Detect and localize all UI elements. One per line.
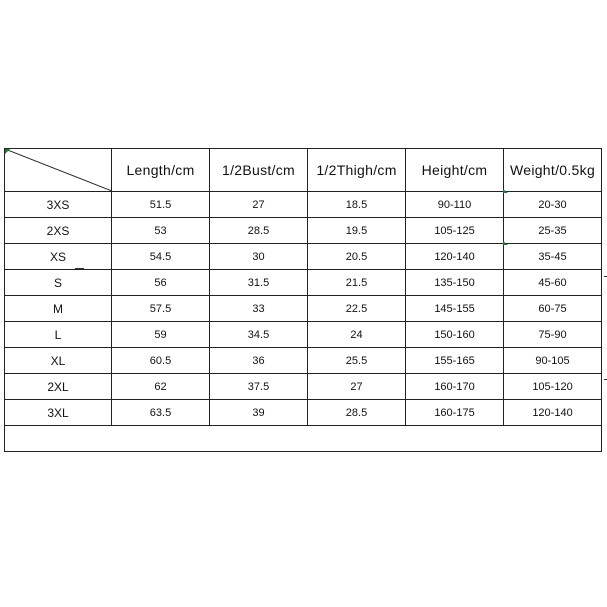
- cell-height: 120-140: [406, 244, 504, 270]
- cell-height: 160-175: [406, 400, 504, 426]
- cell-thigh: 24: [308, 322, 406, 348]
- cell-size: 2XS: [5, 218, 112, 244]
- cell-bust: 27: [210, 192, 308, 218]
- cell-bust: 31.5: [210, 270, 308, 296]
- cell-size: 2XL: [5, 374, 112, 400]
- corner-cell: [5, 149, 112, 192]
- cell-bust: 37.5: [210, 374, 308, 400]
- cell-length: 51.5: [112, 192, 210, 218]
- cell-thigh: 19.5: [308, 218, 406, 244]
- cell-height: 160-170: [406, 374, 504, 400]
- cell-size: 3XL: [5, 400, 112, 426]
- cell-size: XL: [5, 348, 112, 374]
- cell-weight: 120-140: [504, 400, 602, 426]
- cell-bust: 30: [210, 244, 308, 270]
- cell-size: L: [5, 322, 112, 348]
- cell-weight: 90-105: [504, 348, 602, 374]
- cell-length: 56: [112, 270, 210, 296]
- table-row: [5, 322, 602, 348]
- stray-dash: [75, 268, 84, 269]
- cell-weight: 45-60: [504, 270, 602, 296]
- cell-weight: 25-35: [504, 218, 602, 244]
- size-chart-table: [4, 148, 602, 452]
- cell-height: 90-110: [406, 192, 504, 218]
- cell-height: 135-150: [406, 270, 504, 296]
- cell-length: 60.5: [112, 348, 210, 374]
- table-row: [5, 192, 602, 218]
- table-row: [5, 270, 602, 296]
- cell-height: 150-160: [406, 322, 504, 348]
- table-row: [5, 400, 602, 426]
- cell-thigh: 18.5: [308, 192, 406, 218]
- table-row: [5, 374, 602, 400]
- table-row: [5, 296, 602, 322]
- column-header-weight: Weight/0.5kg: [504, 149, 602, 192]
- cell-size: 3XS: [5, 192, 112, 218]
- column-header-thigh: 1/2Thigh/cm: [308, 149, 406, 192]
- cell-thigh: 20.5: [308, 244, 406, 270]
- cell-length: 62: [112, 374, 210, 400]
- table-row: [5, 348, 602, 374]
- cell-weight: 35-45: [504, 244, 602, 270]
- cell-thigh: 27: [308, 374, 406, 400]
- table-row: [5, 218, 602, 244]
- cell-thigh: 25.5: [308, 348, 406, 374]
- cell-height: 155-165: [406, 348, 504, 374]
- cell-thigh: 28.5: [308, 400, 406, 426]
- cell-bust: 28.5: [210, 218, 308, 244]
- cell-size: S: [5, 270, 112, 296]
- cell-size: XS: [5, 244, 112, 270]
- cell-height: 105-125: [406, 218, 504, 244]
- blank-row: [5, 426, 602, 452]
- cell-thigh: 21.5: [308, 270, 406, 296]
- cell-length: 59: [112, 322, 210, 348]
- cell-weight: 105-120: [504, 374, 602, 400]
- cell-bust: 39: [210, 400, 308, 426]
- table-row: [5, 244, 602, 270]
- cell-length: 53: [112, 218, 210, 244]
- cell-length: 63.5: [112, 400, 210, 426]
- cell-weight: 75-90: [504, 322, 602, 348]
- cell-height: 145-155: [406, 296, 504, 322]
- column-header-length: Length/cm: [112, 149, 210, 192]
- green-triangle-icon: [503, 189, 508, 193]
- blank-cell: [5, 426, 602, 452]
- cell-length: 54.5: [112, 244, 210, 270]
- column-header-bust: 1/2Bust/cm: [210, 149, 308, 192]
- diagonal-line-icon: [5, 149, 112, 191]
- cell-bust: 34.5: [210, 322, 308, 348]
- green-triangle-icon: [503, 241, 508, 245]
- cell-length: 57.5: [112, 296, 210, 322]
- cell-size: M: [5, 296, 112, 322]
- cell-thigh: 22.5: [308, 296, 406, 322]
- column-header-height: Height/cm: [406, 149, 504, 192]
- cell-bust: 36: [210, 348, 308, 374]
- cell-weight: 20-30: [504, 192, 602, 218]
- cell-weight: 60-75: [504, 296, 602, 322]
- green-triangle-icon: [5, 149, 10, 154]
- cell-bust: 33: [210, 296, 308, 322]
- header-row: [5, 149, 602, 192]
